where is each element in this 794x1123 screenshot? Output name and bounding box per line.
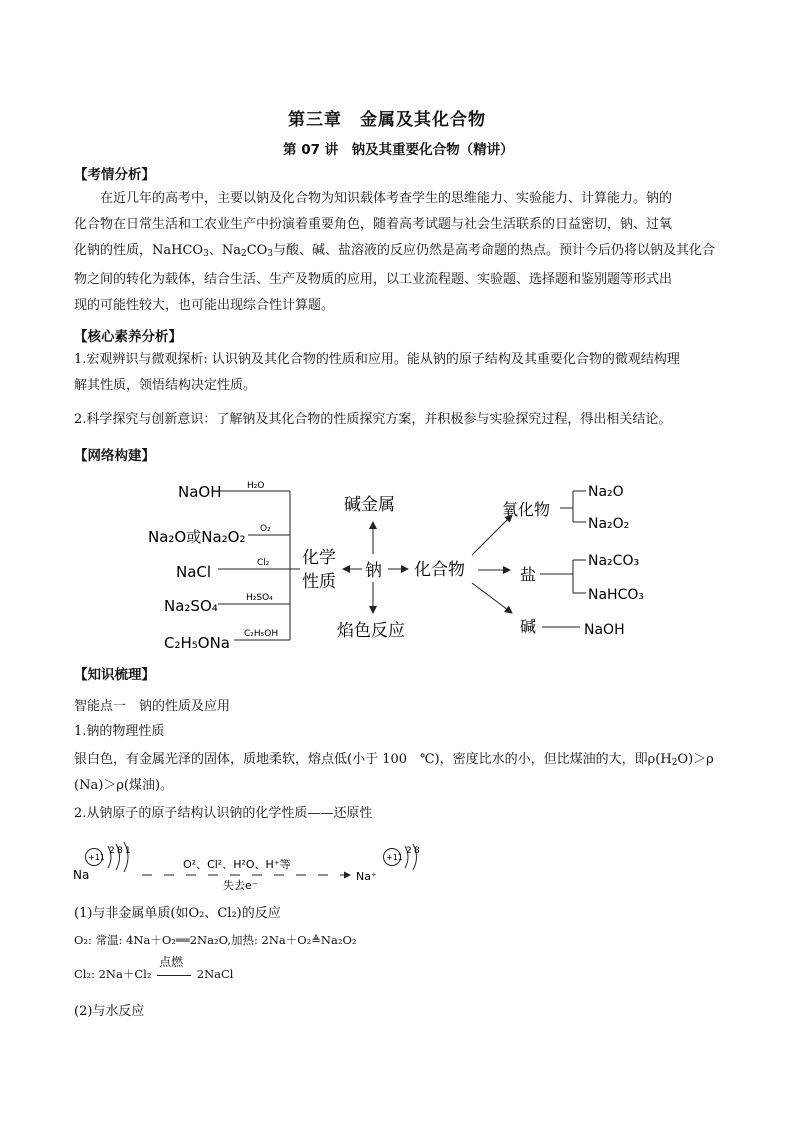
oxide-label: 氧化物 xyxy=(502,500,551,519)
nucleus-charge: +11 xyxy=(88,853,105,862)
shell-count: 1 xyxy=(125,846,131,856)
left-item-c2h5ona: C₂H₅ONa xyxy=(164,634,230,652)
left-item-na2o: Na₂O或Na₂O₂ xyxy=(148,528,246,546)
arrow-to-base xyxy=(472,583,512,613)
analysis-line-5: 现的可能性较大，也可能出现综合性计算题。 xyxy=(74,298,335,313)
analysis-line-1: 在近几年的高考中，主要以钠及化合物为知识载体考查学生的思维能力、实验能力、计算能力。钠的 xyxy=(100,191,673,206)
reagent-h2so4: H₂SO₄ xyxy=(246,593,273,603)
analysis-line-2: 化合物在日常生活和工农业生产中扮演着重要角色，随着高考试题与社会生活联系的日益密切，钠、过氧 xyxy=(74,217,673,232)
salt-item-nahco3: NaHCO₃ xyxy=(588,587,644,603)
cl2-reaction-line: Cl₂: 2Na＋Cl₂ 点燃 2NaCl xyxy=(74,955,234,981)
left-item-na2so4: Na₂SO₄ xyxy=(164,597,218,615)
shell-count: 8 xyxy=(414,846,420,856)
base-label: 碱 xyxy=(520,617,537,636)
center-sodium: 钠 xyxy=(365,561,382,581)
literacy-item-1b: 解其性质，领悟结构决定性质。 xyxy=(74,378,257,393)
section-heading-knowledge: 【知识梳理】 xyxy=(74,667,155,683)
na-ion-label: Na⁺ xyxy=(356,870,377,883)
atom-structure-diagram xyxy=(70,840,430,896)
physical-props-line-1: 银白色，有金属光泽的固体，质地柔软，熔点低(小于 100 ℃)，密度比水的小，但比煤油的大，即$\rho(H_2O)>\rho$ xyxy=(74,752,714,768)
oxidants-label: O²、Cl²、H²O、H⁺等 xyxy=(183,858,291,871)
arrow-to-oxide xyxy=(472,515,512,555)
na-atom-label: Na xyxy=(73,868,90,882)
reagent-cl2: Cl₂ xyxy=(257,558,270,568)
literacy-paragraph xyxy=(74,347,744,433)
chapter-title: 第三章 金属及其化合物 xyxy=(288,110,486,130)
reaction-nonmetal: (1)与非金属单质(如O₂、Cl₂)的反应 xyxy=(74,906,281,921)
left-item-naoh: NaOH xyxy=(178,483,222,501)
oxide-item-na2o: Na₂O xyxy=(588,484,624,500)
section-heading-literacy: 【核心素养分析】 xyxy=(74,329,182,345)
knowledge-sub-1: 1.钠的物理性质 xyxy=(74,724,165,739)
chem-prop-label-1: 化学 xyxy=(302,548,336,568)
reagent-h2o: H₂O xyxy=(247,481,265,491)
section-heading-analysis: 【考情分析】 xyxy=(74,167,155,183)
o2-reaction-line: O₂: 常温: 4Na＋O₂══2Na₂O,加热: 2Na＋O₂≜Na₂O₂ xyxy=(74,933,357,947)
nucleus-charge: +11 xyxy=(386,853,403,862)
analysis-line-3: 化钠的性质，NaHCO$_3$、$Na_2CO_3$与酸、碱、盐溶液的反应仍然是高考命题的热点。预计今后仍将以钠及其化合 xyxy=(74,243,716,259)
compound-label: 化合物 xyxy=(414,560,465,580)
literacy-item-2: 2.科学探究与创新意识：了解钠及其化合物的性质探究方案，并积极参与实验探究过程，得出相关结论。 xyxy=(74,412,672,427)
salt-label: 盐 xyxy=(520,565,537,584)
oxide-item-na2o2: Na₂O₂ xyxy=(588,516,630,532)
literacy-item-1a: 1.宏观辨识与微观探析: 认识钠及其化合物的性质和应用。能从钠的原子结构及其重要化合物的微观结构理 xyxy=(74,352,680,367)
condition-ignite: 点燃 xyxy=(159,955,184,969)
physical-props-line-2: (Na)＞ρ(煤油)。 xyxy=(74,778,174,793)
shell-count: 2 xyxy=(406,846,412,856)
reaction-water: (2)与水反应 xyxy=(74,1004,145,1019)
reagent-c2h5oh: C₂H₅OH xyxy=(244,629,279,639)
chem-prop-label-2: 性质 xyxy=(302,572,336,592)
shell-count: 8 xyxy=(117,846,123,856)
network-diagram xyxy=(140,470,680,660)
knowledge-point-1: 智能点一 钠的性质及应用 xyxy=(74,699,231,714)
lecture-title: 第 07 讲 钠及其重要化合物（精讲） xyxy=(283,142,514,158)
left-item-nacl: NaCl xyxy=(176,563,212,581)
salt-item-na2co3: Na₂CO₃ xyxy=(588,553,640,569)
base-item-naoh: NaOH xyxy=(584,622,625,638)
analysis-line-4: 物之间的转化为载体，结合生活、生产及物质的应用，以工业流程题、实验题、选择题和鉴别题等形式出 xyxy=(74,272,673,287)
bottom-flame-reaction: 焰色反应 xyxy=(337,621,405,641)
analysis-paragraph xyxy=(74,186,734,319)
top-alkali-metal: 碱金属 xyxy=(344,495,395,515)
section-heading-network: 【网络构建】 xyxy=(74,448,155,464)
reagent-o2: O₂ xyxy=(260,524,271,534)
knowledge-sub-2: 2.从钠原子的原子结构认识钠的化学性质——还原性 xyxy=(74,806,373,821)
lose-electron-label: 失去e⁻ xyxy=(223,879,258,892)
shell-count: 2 xyxy=(109,846,115,856)
